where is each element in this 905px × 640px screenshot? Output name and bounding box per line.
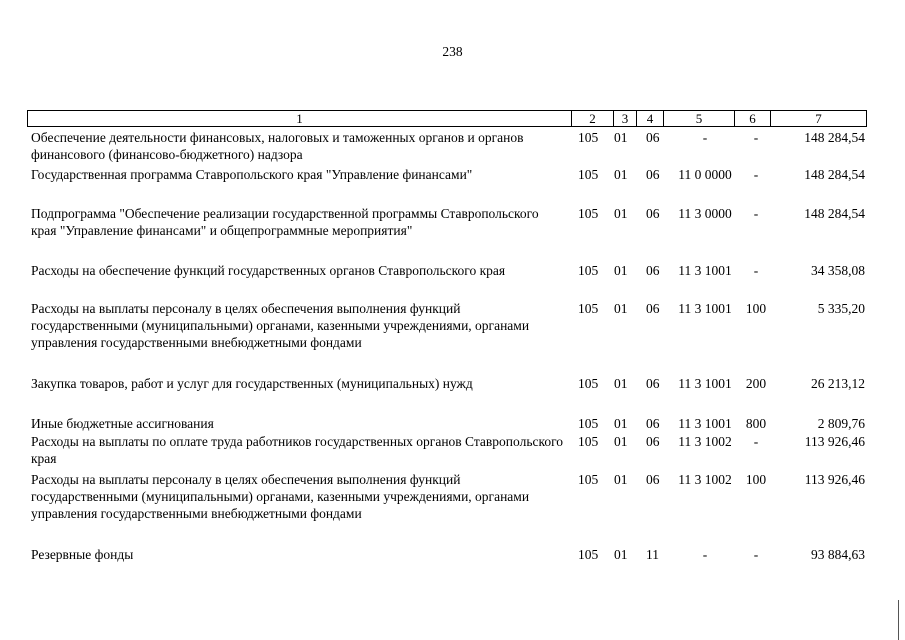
row-subsection: 01 [614, 167, 628, 182]
row-amount: 93 884,63 [811, 547, 865, 562]
row-name: Обеспечение деятельности финансовых, налоговых и таможенных органов и органов финансового (финансово-бюджетного) надзора [31, 130, 524, 162]
row-section: 105 [578, 547, 599, 562]
row-code: 06 [646, 301, 660, 316]
row-expense-type: - [753, 130, 759, 145]
row-name: Иные бюджетные ассигнования [31, 416, 214, 431]
row-subsection: 01 [614, 206, 628, 221]
row-target: - [702, 130, 708, 145]
row-section: 105 [578, 472, 599, 487]
row-subsection: 01 [614, 434, 628, 449]
row-amount: 5 335,20 [817, 301, 865, 316]
row-subsection: 01 [614, 301, 628, 316]
row-code: 11 [646, 547, 659, 562]
row-subsection: 01 [614, 130, 628, 145]
row-code: 06 [646, 167, 660, 182]
row-subsection: 01 [614, 416, 628, 431]
row-section: 105 [578, 130, 599, 145]
row-target: 11 3 0000 [678, 206, 732, 221]
row-subsection: 01 [614, 547, 628, 562]
row-section: 105 [578, 376, 599, 391]
header-col-3: 3 [614, 111, 637, 126]
row-amount: 34 358,08 [811, 263, 865, 278]
row-expense-type: - [753, 206, 759, 221]
row-subsection: 01 [614, 263, 628, 278]
row-target: - [702, 547, 708, 562]
row-expense-type: 800 [745, 416, 767, 431]
row-amount: 2 809,76 [817, 416, 865, 431]
row-section: 105 [578, 301, 599, 316]
row-section: 105 [578, 263, 599, 278]
row-target: 11 3 1002 [678, 434, 732, 449]
row-name: Расходы на выплаты персоналу в целях обеспечения выполнения функций государственными (муниципальными) органами, казенными учреждениями, органами управления государственными внебюджетными фондами [31, 472, 530, 521]
row-name: Расходы на выплаты персоналу в целях обеспечения выполнения функций государственными (муниципальными) органами, казенными учреждениями, органами управления государственными внебюджетными фондами [31, 301, 530, 350]
row-target: 11 3 1001 [678, 416, 732, 431]
header-col-6: 6 [735, 111, 771, 126]
row-target: 11 3 1001 [678, 376, 732, 391]
header-col-7: 7 [815, 111, 822, 126]
page-number: 238 [442, 44, 463, 59]
row-amount: 113 926,46 [804, 472, 865, 487]
row-amount: 148 284,54 [804, 167, 865, 182]
row-target: 11 3 1001 [678, 301, 732, 316]
row-expense-type: - [753, 434, 759, 449]
row-code: 06 [646, 434, 660, 449]
row-code: 06 [646, 206, 660, 221]
row-expense-type: 200 [745, 376, 767, 391]
row-code: 06 [646, 472, 660, 487]
row-target: 11 0 0000 [678, 167, 732, 182]
row-expense-type: - [753, 263, 759, 278]
header-col-1: 1 [28, 111, 572, 126]
row-name: Подпрограмма "Обеспечение реализации государственной программы Ставропольского края "Управление финансами" и общепрограммные мероприятия" [31, 206, 539, 238]
row-section: 105 [578, 167, 599, 182]
row-code: 06 [646, 130, 660, 145]
row-code: 06 [646, 416, 660, 431]
row-expense-type: 100 [745, 301, 767, 316]
scan-edge-line [898, 600, 899, 640]
row-expense-type: - [753, 167, 759, 182]
header-col-4: 4 [637, 111, 664, 126]
table-header [27, 110, 867, 127]
row-name: Резервные фонды [31, 547, 134, 562]
row-expense-type: - [753, 547, 759, 562]
row-amount: 148 284,54 [804, 130, 865, 145]
row-name: Расходы на обеспечение функций государственных органов Ставропольского края [31, 263, 506, 278]
header-col-2: 2 [572, 111, 614, 126]
row-section: 105 [578, 206, 599, 221]
row-subsection: 01 [614, 472, 628, 487]
row-code: 06 [646, 376, 660, 391]
row-amount: 113 926,46 [804, 434, 865, 449]
row-name: Расходы на выплаты по оплате труда работников государственных органов Ставропольского края [31, 434, 564, 466]
row-amount: 148 284,54 [804, 206, 865, 221]
row-subsection: 01 [614, 376, 628, 391]
row-code: 06 [646, 263, 660, 278]
row-target: 11 3 1001 [678, 263, 732, 278]
row-expense-type: 100 [745, 472, 767, 487]
row-name: Государственная программа Ставропольского края "Управление финансами" [31, 167, 473, 182]
row-name: Закупка товаров, работ и услуг для государственных (муниципальных) нужд [31, 376, 473, 391]
header-col-5: 5 [664, 111, 735, 126]
row-target: 11 3 1002 [678, 472, 732, 487]
row-section: 105 [578, 416, 599, 431]
row-amount: 26 213,12 [811, 376, 865, 391]
row-section: 105 [578, 434, 599, 449]
